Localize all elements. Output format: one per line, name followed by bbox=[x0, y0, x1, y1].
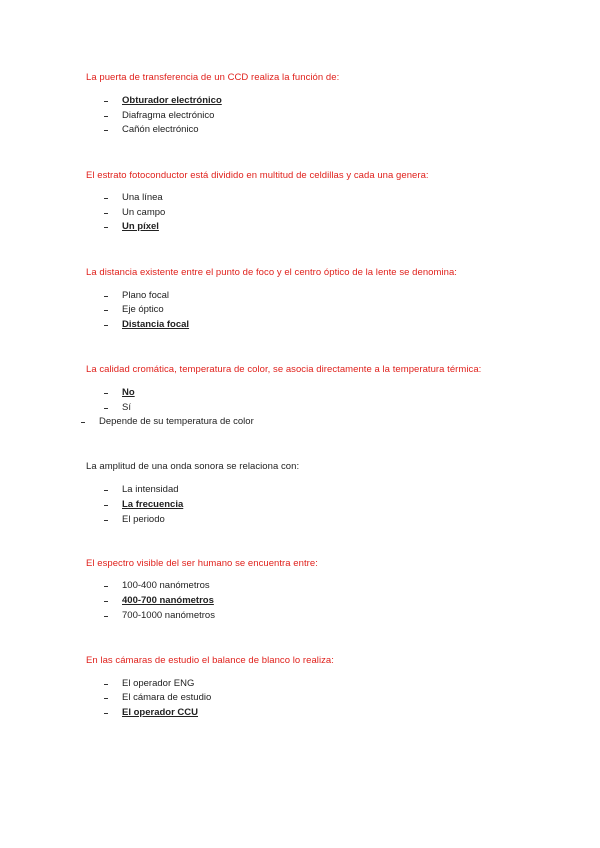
question-6-text: El espectro visible del ser humano se encuentra entre: bbox=[86, 558, 318, 569]
dash-bullet bbox=[104, 698, 108, 699]
question-1-text: La puerta de transferencia de un CCD realiza la función de: bbox=[86, 72, 340, 83]
option: Plano focal bbox=[122, 290, 170, 301]
dash-bullet bbox=[104, 684, 108, 685]
dash-bullet bbox=[104, 601, 108, 602]
question-4-text: La calidad cromática, temperatura de color, se asocia directamente a la temperatura térmica: bbox=[86, 364, 482, 375]
option-correct: Distancia focal bbox=[122, 319, 190, 330]
option: 700-1000 nanómetros bbox=[122, 610, 215, 621]
option-correct: 400-700 nanómetros bbox=[122, 595, 214, 606]
option: Una línea bbox=[122, 192, 163, 203]
dash-bullet bbox=[104, 310, 108, 311]
option: Cañón electrónico bbox=[122, 124, 199, 135]
dash-bullet bbox=[104, 713, 108, 714]
option: Sí bbox=[122, 402, 131, 413]
dash-bullet bbox=[104, 101, 108, 102]
question-3-text: La distancia existente entre el punto de foco y el centro óptico de la lente se denomina: bbox=[86, 267, 457, 278]
option: La intensidad bbox=[122, 484, 179, 495]
question-5-text: La amplitud de una onda sonora se relaciona con: bbox=[86, 461, 300, 472]
dash-bullet bbox=[104, 116, 108, 117]
option: Eje óptico bbox=[122, 304, 164, 315]
dash-bullet bbox=[104, 198, 108, 199]
option: 100-400 nanómetros bbox=[122, 580, 210, 591]
option: El periodo bbox=[122, 514, 165, 525]
dash-bullet bbox=[104, 325, 108, 326]
dash-bullet bbox=[104, 130, 108, 131]
dash-bullet bbox=[104, 393, 108, 394]
question-7-text: En las cámaras de estudio el balance de blanco lo realiza: bbox=[86, 655, 334, 666]
option-correct: La frecuencia bbox=[122, 499, 184, 510]
dash-bullet bbox=[81, 422, 85, 423]
dash-bullet bbox=[104, 408, 108, 409]
dash-bullet bbox=[104, 586, 108, 587]
option: El cámara de estudio bbox=[122, 692, 212, 703]
dash-bullet bbox=[104, 520, 108, 521]
option-correct: Un píxel bbox=[122, 221, 159, 232]
dash-bullet bbox=[104, 616, 108, 617]
dash-bullet bbox=[104, 227, 108, 228]
dash-bullet bbox=[104, 213, 108, 214]
dash-bullet bbox=[104, 490, 108, 491]
question-2-text: El estrato fotoconductor está dividido en multitud de celdillas y cada una genera: bbox=[86, 170, 429, 181]
option-correct: Obturador electrónico bbox=[122, 95, 222, 106]
option: Un campo bbox=[122, 207, 166, 218]
option: Diafragma electrónico bbox=[122, 110, 215, 121]
dash-bullet bbox=[104, 296, 108, 297]
option-correct: El operador CCU bbox=[122, 707, 199, 718]
dash-bullet bbox=[104, 505, 108, 506]
option-correct: No bbox=[122, 387, 135, 398]
option: Depende de su temperatura de color bbox=[99, 416, 254, 427]
option: El operador ENG bbox=[122, 678, 195, 689]
